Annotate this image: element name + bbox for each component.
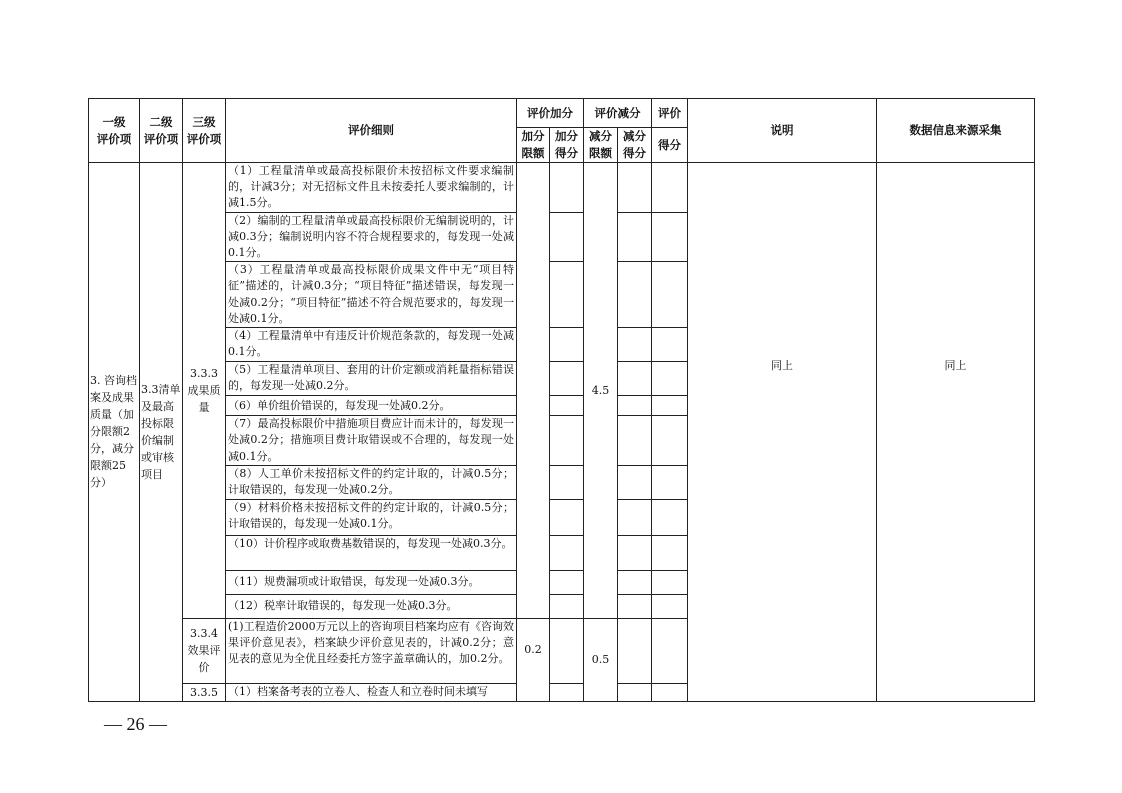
add-score-cell	[550, 683, 584, 701]
level2-cell: 3.3清单及最高投标限价编制或审核项目	[140, 163, 183, 702]
header-add-limit: 加分 限额	[517, 128, 550, 163]
eval-score-cell	[652, 535, 688, 570]
sub-score-cell	[618, 262, 652, 328]
sub-score-cell	[618, 416, 652, 466]
detail-cell: (1)工程造价2000万元以上的咨询项目档案均应有《咨询效果评价意见表》，档案缺少评价意见表的，计减0.2分；意见表的意见为全优且经委托方签字盖章确认的，加0.2分。	[226, 618, 517, 683]
detail-cell: （7）最高投标限价中措施项目费应计而未计的，每发现一处减0.2分；措施项目费计取错误或不合理的，每发现一处减0.1分。	[226, 416, 517, 466]
sub-limit-cell-334: 0.5	[584, 618, 618, 701]
detail-cell: （5）工程量清单项目、套用的计价定额或消耗量指标错误的，每发现一处减0.2分。	[226, 362, 517, 396]
sub-score-cell	[618, 212, 652, 262]
sub-score-cell	[618, 683, 652, 701]
eval-score-cell	[652, 163, 688, 213]
eval-score-cell	[652, 328, 688, 362]
add-score-cell	[550, 594, 584, 618]
add-score-cell	[550, 262, 584, 328]
header-level1: 一级 评价项	[89, 99, 140, 163]
level3-cell-334: 3.3.4 效果评 价	[183, 618, 226, 683]
sub-score-cell	[618, 328, 652, 362]
header-sub-group: 评价减分	[584, 99, 652, 128]
sub-limit-cell-333: 4.5	[584, 163, 618, 619]
data-source-cell: 同上	[877, 163, 1035, 702]
header-description: 说明	[688, 99, 877, 163]
eval-score-cell	[652, 362, 688, 396]
page-number: — 26 —	[104, 714, 167, 734]
detail-cell: （9）材料价格未按招标文件的约定计取的，计减0.5分；计取错误的，每发现一处减0.1分。	[226, 499, 517, 535]
eval-score-cell	[652, 416, 688, 466]
header-eval-group: 评价	[652, 99, 688, 128]
add-limit-cell	[517, 163, 550, 619]
detail-cell: （3）工程量清单或最高投标限价成果文件中无“项目特征”描述的，计减0.3分；“项目特征”描述错误，每发现一处减0.2分；“项目特征”描述不符合规范要求的，每发现一处减0.1分。	[226, 262, 517, 328]
detail-cell: （1）档案备考表的立卷人、检查人和立卷时间未填写	[226, 683, 517, 701]
sub-score-cell	[618, 163, 652, 213]
table-row	[89, 163, 1035, 213]
add-score-cell	[550, 499, 584, 535]
add-score-cell	[550, 163, 584, 213]
level3-cell-335: 3.3.5	[183, 683, 226, 701]
detail-cell: （12）税率计取错误的，每发现一处减0.3分。	[226, 594, 517, 618]
detail-cell: （2）编制的工程量清单或最高投标限价无编制说明的，计减0.3分；编制说明内容不符合规程要求的，每发现一处减0.1分。	[226, 212, 517, 262]
header-sub-limit: 减分 限额	[584, 128, 618, 163]
eval-score-cell	[652, 465, 688, 499]
sub-score-cell	[618, 499, 652, 535]
eval-score-cell	[652, 594, 688, 618]
eval-score-cell	[652, 499, 688, 535]
add-limit-cell-334: 0.2	[517, 618, 550, 701]
header-add-group: 评价加分	[517, 99, 584, 128]
detail-cell: （1）工程量清单或最高投标限价未按招标文件要求编制的，计减3分；对无招标文件且未按委托人要求编制的，计减1.5分。	[226, 163, 517, 213]
sub-score-cell	[618, 570, 652, 594]
header-detail: 评价细则	[226, 99, 517, 163]
add-score-cell	[550, 465, 584, 499]
header-eval-score: 得分	[652, 128, 688, 163]
evaluation-table	[88, 98, 1035, 702]
detail-cell: （6）单价组价错误的，每发现一处减0.2分。	[226, 396, 517, 416]
level3-cell-333: 3.3.3 成果质 量	[183, 163, 226, 619]
detail-cell: （8）人工单价未按招标文件的约定计取的，计减0.5分；计取错误的，每发现一处减0.2分。	[226, 465, 517, 499]
eval-score-cell	[652, 570, 688, 594]
sub-score-cell	[618, 396, 652, 416]
header-level3: 三级 评价项	[183, 99, 226, 163]
add-score-cell	[550, 535, 584, 570]
level1-cell: 3. 咨询档案及成果质量（加分限额2分，减分限额25分）	[89, 163, 140, 702]
header-sub-score: 减分 得分	[618, 128, 652, 163]
add-score-cell	[550, 362, 584, 396]
header-level2: 二级 评价项	[140, 99, 183, 163]
header-add-score: 加分 得分	[550, 128, 584, 163]
eval-score-cell	[652, 396, 688, 416]
add-score-cell	[550, 618, 584, 683]
detail-cell: （10）计价程序或取费基数错误的，每发现一处减0.3分。	[226, 535, 517, 570]
eval-score-cell	[652, 262, 688, 328]
detail-cell: （11）规费漏项或计取错误，每发现一处减0.3分。	[226, 570, 517, 594]
detail-cell: （4）工程量清单中有违反计价规范条款的，每发现一处减0.1分。	[226, 328, 517, 362]
eval-score-cell	[652, 212, 688, 262]
description-cell: 同上	[688, 163, 877, 702]
sub-score-cell	[618, 618, 652, 683]
sub-score-cell	[618, 535, 652, 570]
add-score-cell	[550, 570, 584, 594]
eval-score-cell	[652, 683, 688, 701]
header-data-source: 数据信息来源采集	[877, 99, 1035, 163]
sub-score-cell	[618, 362, 652, 396]
add-score-cell	[550, 212, 584, 262]
sub-score-cell	[618, 594, 652, 618]
add-score-cell	[550, 328, 584, 362]
eval-score-cell	[652, 618, 688, 683]
add-score-cell	[550, 416, 584, 466]
add-score-cell	[550, 396, 584, 416]
sub-score-cell	[618, 465, 652, 499]
